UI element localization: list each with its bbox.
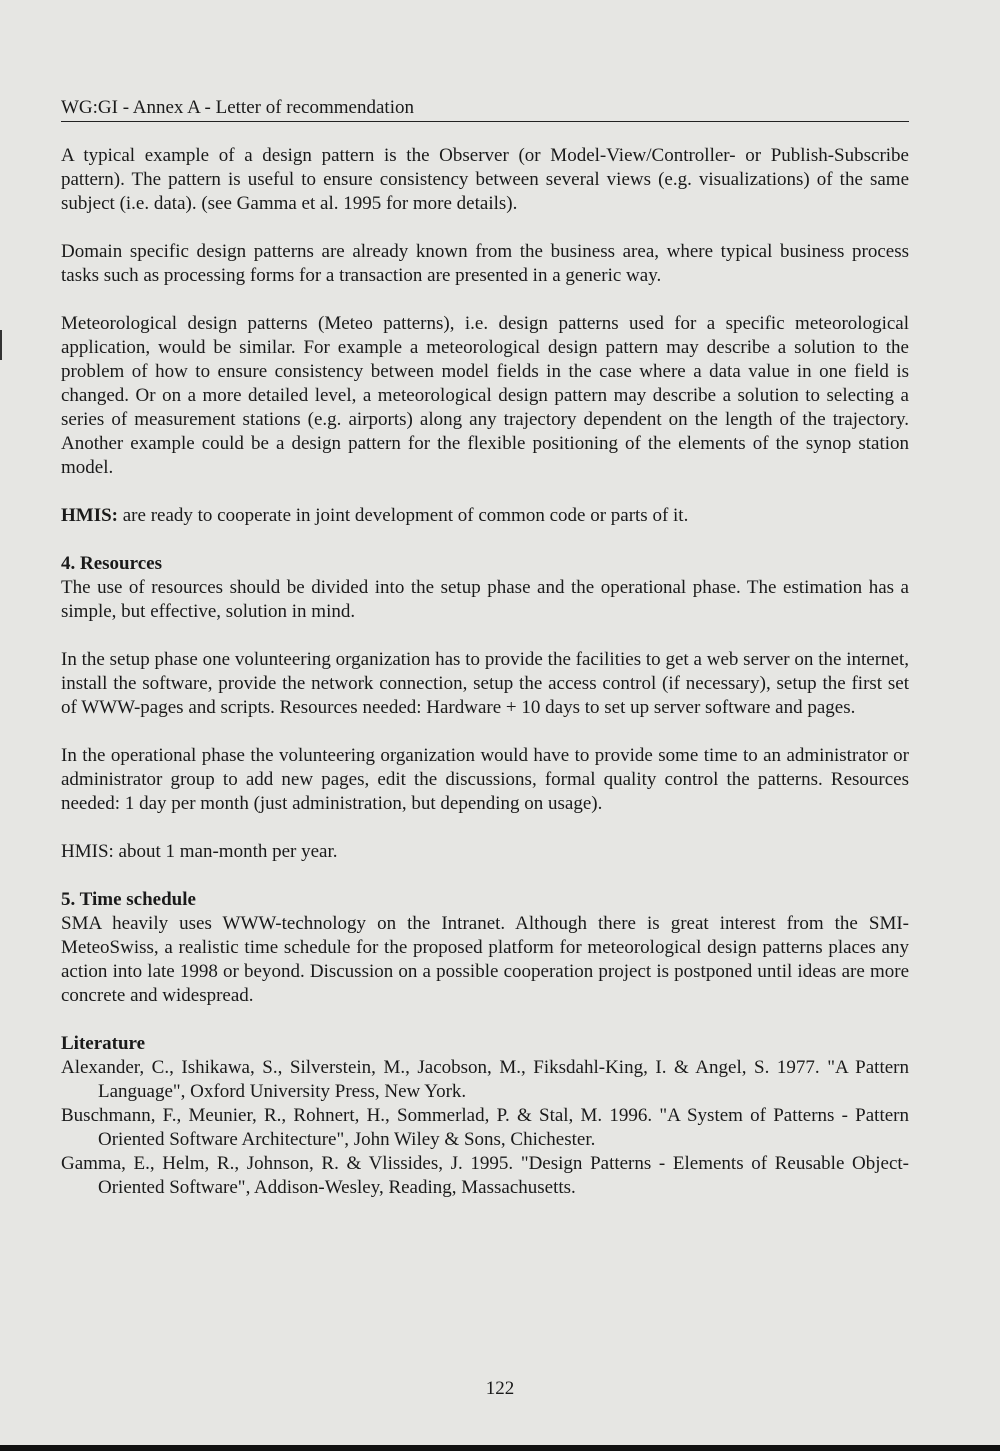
paragraph-resources-intro: The use of resources should be divided into the setup phase and the operational phase. The estimation has a simple, but effective, solution in mind. (61, 577, 909, 622)
section-heading-resources: 4. Resources (61, 553, 162, 574)
page-number: 122 (485, 1378, 515, 1399)
paragraph-setup-phase: In the setup phase one volunteering organization has to provide the facilities to get a web server on the internet, install the software, provide the network connection, setup the access control (if necessary), setup the first set of WWW-pages and scripts. Resources needed: Hardware + 10 days to set up server software and pages. (61, 649, 909, 718)
hmis-text: are ready to cooperate in joint development of common code or parts of it. (118, 505, 689, 526)
paragraph-hmis-effort: HMIS: about 1 man-month per year. (61, 841, 338, 862)
paragraph-domain-patterns: Domain specific design patterns are already known from the business area, where typical business process tasks such as processing forms for a transaction are presented in a generic way. (61, 241, 909, 286)
section-heading-time-schedule: 5. Time schedule (61, 889, 196, 910)
reference-item: Alexander, C., Ishikawa, S., Silverstein, M., Jacobson, M., Fiksdahl-King, I. & Angel, S. 1977. "A Pattern Language", Oxford University Press, New York. (61, 1057, 909, 1102)
reference-item: Buschmann, F., Meunier, R., Rohnert, H., Sommerlad, P. & Stal, M. 1996. "A System of Patterns - Pattern Oriented Software Architecture", John Wiley & Sons, Chichester. (61, 1105, 909, 1150)
section-heading-literature: Literature (61, 1033, 146, 1054)
page-body (61, 144, 909, 1200)
scan-edge-mark (0, 330, 2, 360)
scan-bottom-edge (0, 1445, 1000, 1451)
reference-item: Gamma, E., Helm, R., Johnson, R. & Vlissides, J. 1995. "Design Patterns - Elements of Reusable Object-Oriented Software", Addison-Wesley, Reading, Massachusetts. (61, 1153, 909, 1198)
paragraph-hmis (61, 504, 909, 528)
paragraph-observer: A typical example of a design pattern is the Observer (or Model-View/Controller- or Publish-Subscribe pattern). The pattern is useful to ensure consistency between several views (e.g. visualizations) of the same subject (i.e. data). (see Gamma et al. 1995 for more details). (61, 145, 909, 214)
running-header: WG:GI - Annex A - Letter of recommendation (61, 96, 909, 122)
paragraph-meteo-patterns: Meteorological design patterns (Meteo patterns), i.e. design patterns used for a specific meteorological application, would be similar. For example a meteorological design pattern may describe a solution to the problem of how to ensure consistency between model fields in the case where a data value in one field is changed. Or on a more detailed level, a meteorological design pattern may describe a solution to selecting a series of measurement stations (e.g. airports) along any trajectory dependent on the length of the trajectory. Another example could be a design pattern for the flexible positioning of the elements of the synop station model. (61, 313, 909, 478)
hmis-label: HMIS: (61, 505, 118, 526)
reference-list (61, 1056, 909, 1200)
paragraph-time-schedule: SMA heavily uses WWW-technology on the Intranet. Although there is great interest from the SMI-MeteoSwiss, a realistic time schedule for the proposed platform for meteorological design patterns places any action into late 1998 or beyond. Discussion on a possible cooperation project is postponed until ideas are more concrete and widespread. (61, 913, 909, 1006)
paragraph-operational-phase: In the operational phase the volunteering organization would have to provide some time to an administrator or administrator group to add new pages, edit the discussions, formal quality control the patterns. Resources needed: 1 day per month (just administration, but depending on usage). (61, 745, 909, 814)
